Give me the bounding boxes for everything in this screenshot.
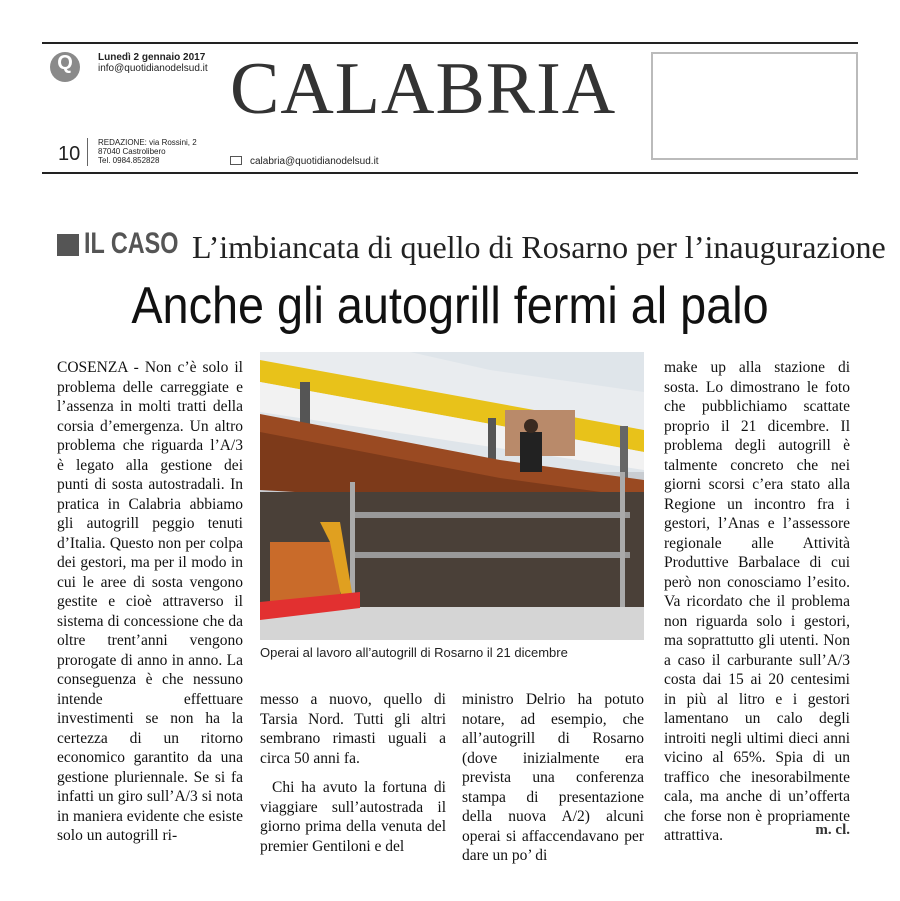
kicker-square-icon [57, 234, 79, 256]
author-signature: m. cl. [815, 822, 850, 838]
section-title: CALABRIA [230, 48, 617, 130]
autogrill-photo-image [260, 352, 644, 640]
photo-caption: Operai al lavoro all’autogrill di Rosarno il 21 dicembre [260, 645, 568, 660]
redazione-city: 87040 Castrolibero [98, 147, 166, 156]
article-column-2 [260, 690, 446, 856]
redazione-address: REDAZIONE: via Rossini, 2 [98, 138, 197, 147]
article-photo [260, 352, 644, 640]
section-email[interactable]: calabria@quotidianodelsud.it [250, 156, 379, 167]
column-4-paragraph: make up alla stazione di sosta. Lo dimostrano le foto che pubblichiamo scattate proprio il 21 dicembre. Il problema degli autogrill è talmente concreto che nei giorni scorsi c’era stato alla Regione un incontro fra i gestori, l’Anas e l’assessore regionale alle Attività Produttive Barbalace di cui però non conosciamo l’esito. Va ricordato che il problema non riguarda solo i gestori, ma soprattutto gli utenti. Non a caso il carburante sull’A/3 costa dai 15 ai 20 centesimi in più al litro e i gestori lamentano un calo degli introiti negli ultimi dieci anni vicino al 65%. Spia di un traffico che inesorabilmente cala, ma anche di un’offerta che forse non è propriamente attrattiva. [664, 359, 850, 844]
article-column-3 [462, 690, 644, 866]
issue-date: Lunedì 2 gennaio 2017 [98, 52, 206, 63]
page-number: 10 [58, 143, 81, 165]
column-2-paragraph-2: Chi ha avuto la fortuna di viaggiare sull’autostrada il giorno prima della venuta del premier Gentiloni e del [260, 779, 446, 855]
page-number-divider [87, 138, 88, 166]
contact-email[interactable]: info@quotidianodelsud.it [98, 63, 208, 74]
column-3-paragraph: ministro Delrio ha potuto notare, ad esempio, che all’autogrill di Rosarno (dove inizialmente era prevista una conferenza stampa di presentazione della nuova A/2) alcuni operai si affaccendavano per dare un po’ di [462, 691, 644, 864]
top-rule [42, 42, 858, 44]
masthead-bottom-rule [42, 172, 858, 174]
newspaper-logo [50, 52, 80, 82]
section-email-row [230, 151, 379, 169]
masthead-info [98, 52, 208, 74]
advertisement-box [651, 52, 858, 160]
article-headline: Anche gli autogrill fermi al palo [131, 277, 769, 335]
article-column-1 [57, 358, 243, 846]
redazione-phone: Tel. 0984.852828 [98, 156, 160, 165]
kicker-label: IL CASO [84, 227, 179, 260]
article-subheadline: L’imbiancata di quello di Rosarno per l’inaugurazione [192, 229, 886, 265]
article-column-4 [664, 358, 850, 846]
editorial-office [98, 138, 197, 165]
column-2-paragraph-1: messo a nuovo, quello di Tarsia Nord. Tutti gli altri sembrano rimasti uguali a circa 50 anni fa. [260, 691, 446, 767]
column-1-paragraph: COSENZA - Non c’è solo il problema delle carreggiate e l’assenza in molti tratti della corsia d’emergenza. Un altro problema che riguarda l’A/3 è legato alla gestione dei punti di sosta autostradali. In pratica in Calabria abbiamo gli autogrill peggio tenuti d’Italia. Questo non per colpa dei gestori, ma per il modo in cui le aree di sosta vengono gestite e cioè attraverso il sistema di concessione che da oltre trent’anni vengono prorogate di anno in anno. La conseguenza è che nessuno intende effettuare investimenti se non ha la certezza di un ritorno economico garantito da una gestione pluriennale. Se si fa infatti un giro sull’A/3 si nota in maniera evidente che esiste solo un autogrill ri- [57, 359, 243, 844]
envelope-icon [230, 156, 242, 165]
